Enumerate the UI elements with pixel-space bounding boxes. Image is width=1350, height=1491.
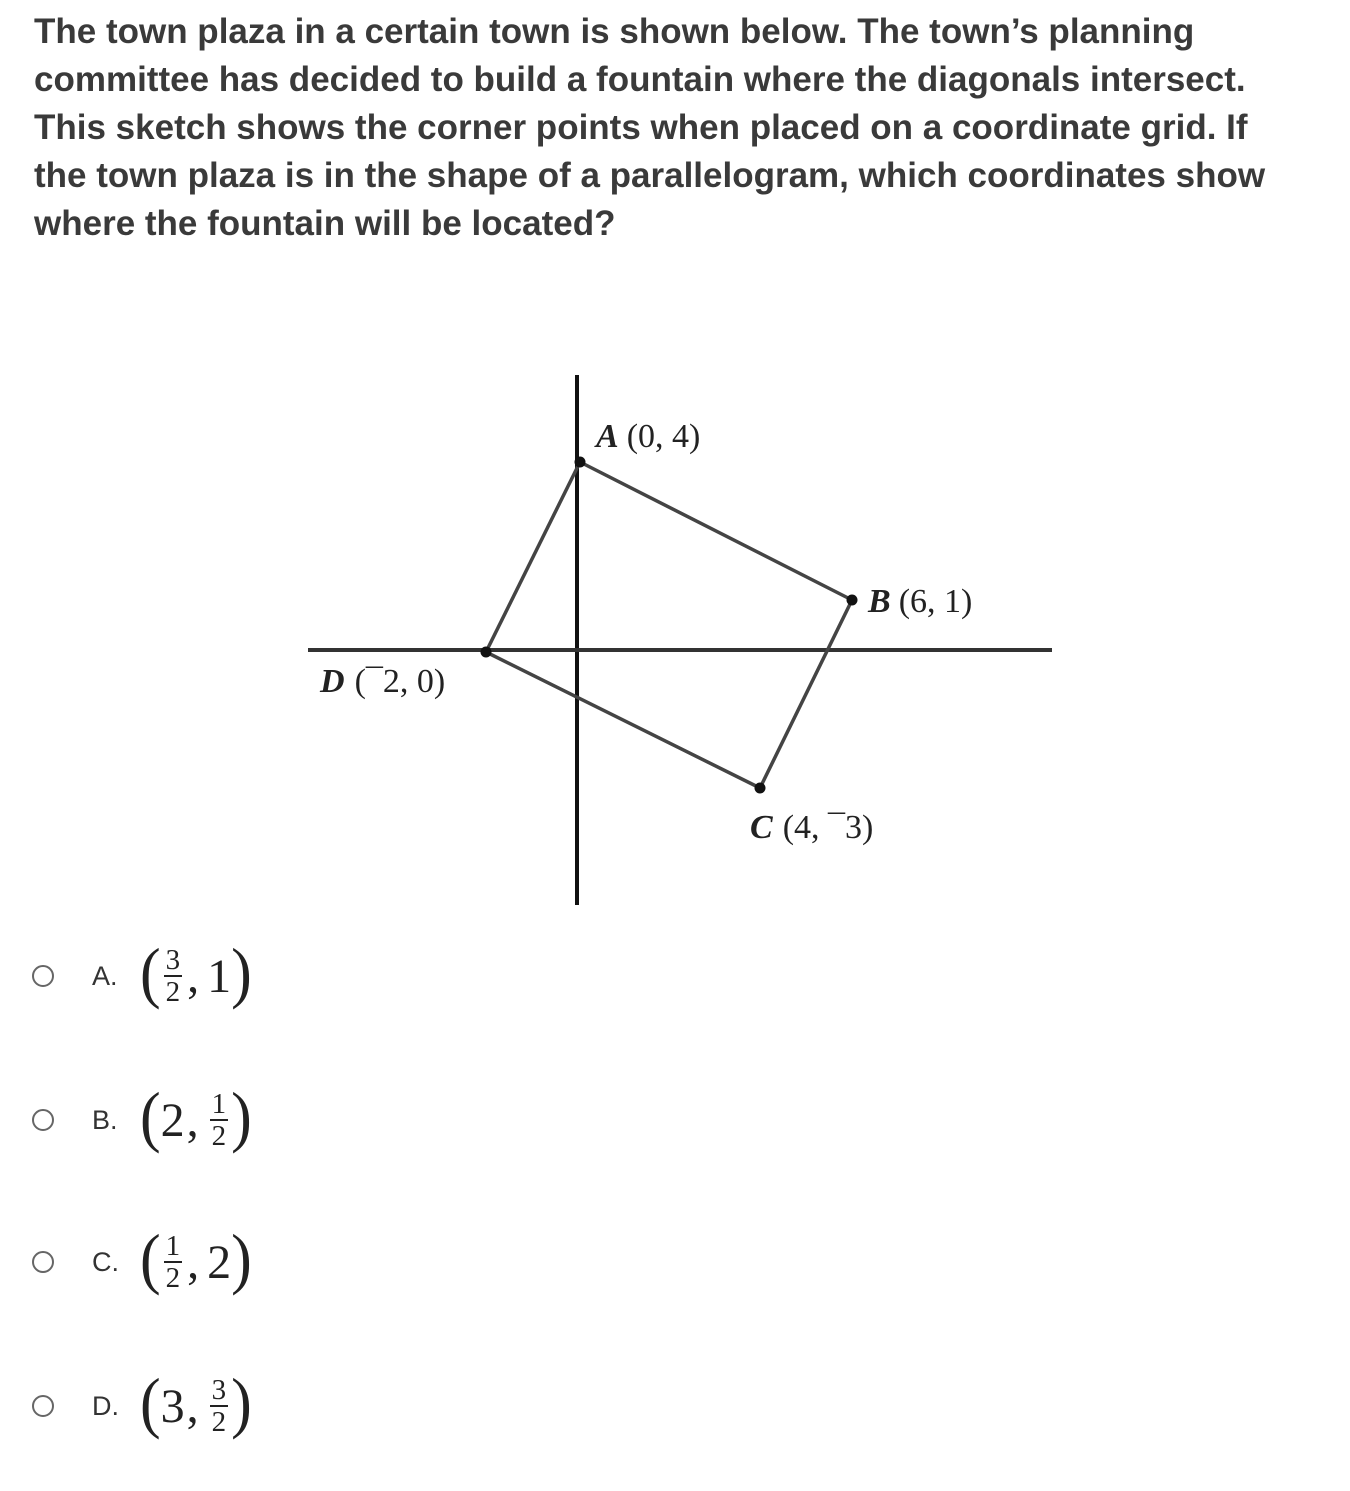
right-paren: ): [231, 935, 252, 1011]
side-cd: [486, 652, 760, 788]
option-c-y: 2: [207, 1235, 232, 1289]
question-text: [34, 8, 1350, 248]
side-da: [486, 462, 580, 652]
fraction-denominator: 2: [165, 1262, 181, 1294]
option-a-x-fraction: [164, 945, 183, 1007]
option-d-letter: D.: [92, 1390, 119, 1421]
comma: ,: [187, 949, 200, 1003]
fraction-denominator: 2: [165, 976, 181, 1008]
left-paren: (: [140, 1079, 161, 1155]
comma: ,: [187, 1235, 200, 1289]
right-paren: ): [231, 1365, 252, 1441]
label-d-name: D: [320, 663, 345, 700]
fraction-denominator: 2: [211, 1120, 227, 1152]
comma: ,: [186, 1093, 199, 1147]
option-b-letter: B.: [92, 1104, 118, 1135]
fraction-numerator: 3: [165, 944, 181, 976]
option-c-radio[interactable]: [32, 1251, 54, 1273]
label-c: [750, 809, 873, 846]
label-c-name: C: [750, 809, 773, 846]
left-paren: (: [140, 935, 161, 1011]
question-line-3: This sketch shows the corner points when placed on a coordinate grid. If: [34, 108, 1248, 147]
option-c-value: [140, 1221, 252, 1297]
option-c[interactable]: [32, 1222, 252, 1302]
vertex-b: [847, 595, 858, 606]
question-line-1: The town plaza in a certain town is shown below. The town’s planning: [34, 12, 1195, 51]
right-paren: ): [231, 1079, 252, 1155]
label-b-name: B: [868, 583, 891, 620]
coordinate-sketch: [300, 370, 1060, 910]
side-bc: [760, 600, 852, 788]
fraction-numerator: 1: [165, 1230, 181, 1262]
left-paren: (: [140, 1221, 161, 1297]
option-d-radio[interactable]: [32, 1395, 54, 1417]
parallelogram-figure: [300, 370, 1060, 910]
option-b-y-fraction: [210, 1089, 229, 1151]
option-b-radio[interactable]: [32, 1109, 54, 1131]
option-d-value: [140, 1365, 252, 1441]
left-paren: (: [140, 1365, 161, 1441]
side-ab: [580, 462, 852, 600]
vertex-c: [755, 783, 766, 794]
option-a-y: 1: [207, 949, 232, 1003]
right-paren: ): [231, 1221, 252, 1297]
option-b-value: [140, 1079, 252, 1155]
option-c-x-fraction: [164, 1231, 183, 1293]
option-a-radio[interactable]: [32, 965, 54, 987]
comma: ,: [186, 1379, 199, 1433]
option-d[interactable]: [32, 1366, 252, 1446]
question-line-2: committee has decided to build a fountain where the diagonals intersect.: [34, 60, 1246, 99]
option-a[interactable]: [32, 936, 252, 1016]
option-c-letter: C.: [92, 1246, 119, 1277]
label-b: [867, 583, 972, 620]
fraction-numerator: 3: [211, 1374, 227, 1406]
option-d-y-fraction: [210, 1375, 229, 1437]
option-d-x: 3: [160, 1379, 185, 1433]
label-a-coords: (0, 4): [626, 418, 701, 455]
option-b[interactable]: [32, 1080, 252, 1160]
option-b-x: 2: [160, 1093, 185, 1147]
option-a-letter: A.: [92, 960, 118, 991]
label-d-coords: (¯2, 0): [354, 663, 446, 700]
option-a-value: [140, 935, 252, 1011]
vertex-a: [575, 457, 586, 468]
label-c-coords: (4, ¯3): [782, 809, 874, 846]
label-a: [594, 418, 700, 455]
fraction-numerator: 1: [211, 1088, 227, 1120]
label-b-coords: (6, 1): [898, 583, 973, 620]
question-line-5: where the fountain will be located?: [34, 204, 616, 243]
fraction-denominator: 2: [211, 1406, 227, 1438]
vertex-d: [481, 647, 492, 658]
label-d: [319, 663, 445, 700]
label-a-name: A: [596, 418, 619, 455]
question-line-4: the town plaza is in the shape of a parallelogram, which coordinates show: [34, 156, 1266, 195]
